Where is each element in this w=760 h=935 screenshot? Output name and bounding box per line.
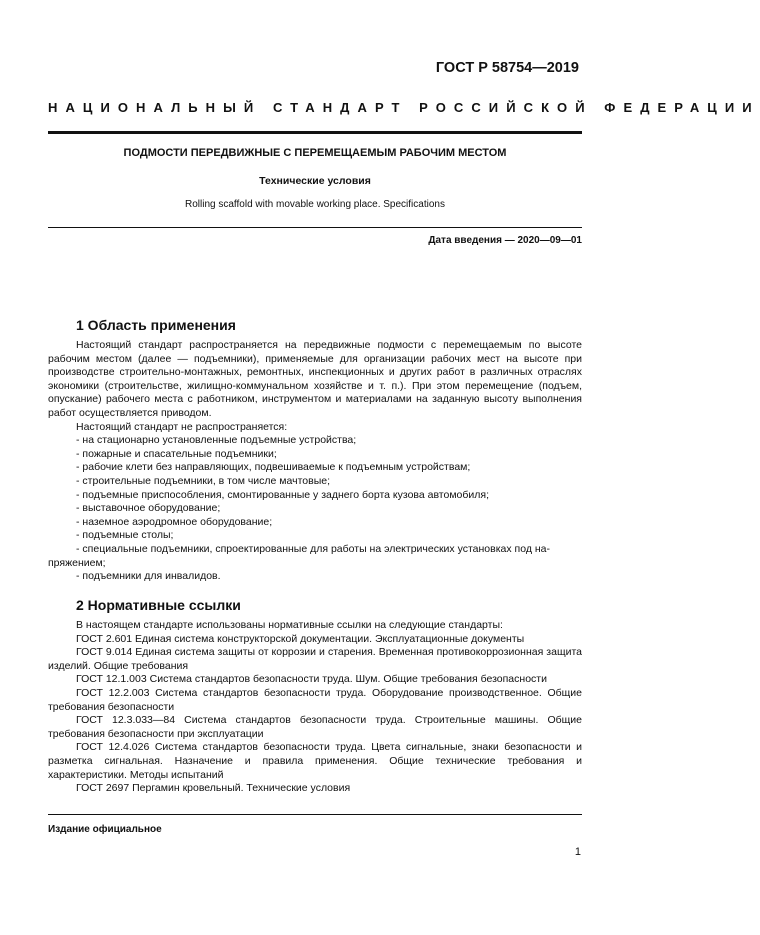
scope-paragraph: Настоящий стандарт распространяется на передвижные подмости с перемещаемым по высоте рабочим местом (далее — подъемники), применяемые для организации рабочих мест на высоте при производстве строительно-монтажных, ремонтных, инспекционных и других работ в различных отраслях экономики (строительстве, жилищно-коммунальном хозяйстве и т. п.). При этом перемещение (подъем, опускание) рабочего места с работником, инструментом и материалами на заданную высоту выполнения работ осуществляется приводом.: [48, 339, 582, 419]
header-divider: [48, 131, 582, 134]
reference-item: ГОСТ 12.2.003 Система стандартов безопасности труда. Оборудование производственное. Общие требования безопасности: [48, 686, 582, 713]
list-item: - специальные подъемники, спроектированные для работы на электрических установках под на-: [76, 542, 551, 555]
page-number: 1: [574, 846, 581, 858]
section-2-heading: 2 Нормативные ссылки: [76, 597, 241, 613]
reference-item: ГОСТ 12.4.026 Система стандартов безопасности труда. Цвета сигнальные, знаки безопасности и разметка сигнальная. Назначение и правила применения. Общие технические требования и характеристики. Методы испытаний: [48, 741, 582, 781]
scope-exclusions-intro: Настоящий стандарт не распространяется:: [76, 420, 288, 433]
reference-item: ГОСТ 9.014 Единая система защиты от коррозии и старения. Временная противокоррозионная защита изделий. Общие требования: [48, 646, 582, 672]
reference-item: ГОСТ 12.3.033—84 Система стандартов безопасности труда. Строительные машины. Общие требования безопасности при эксплуатации: [48, 714, 582, 740]
list-item: - строительные подъемники, в том числе мачтовые;: [76, 474, 331, 487]
english-title: Rolling scaffold with movable working place. Specifications: [185, 199, 445, 210]
list-item: - на стационарно установленные подъемные устройства;: [76, 434, 357, 447]
footer-divider: [48, 814, 582, 815]
section-1-body: [48, 339, 582, 584]
list-item-continuation: пряжением;: [48, 556, 106, 569]
list-item: - выставочное оборудование;: [76, 502, 221, 515]
list-item: - подъемные столы;: [76, 529, 174, 542]
document-subtitle: Технические условия: [259, 175, 371, 187]
reference-item: ГОСТ 12.1.003 Система стандартов безопасности труда. Шум. Общие требования безопасности: [76, 673, 547, 686]
reference-item: ГОСТ 2697 Пергамин кровельный. Технические условия: [76, 782, 351, 795]
document-title: ПОДМОСТИ ПЕРЕДВИЖНЫЕ С ПЕРЕМЕЩАЕМЫМ РАБОЧИМ МЕСТОМ: [123, 147, 507, 159]
standard-number: ГОСТ Р 58754—2019: [435, 60, 579, 76]
title-divider: [48, 227, 582, 228]
list-item: - пожарные и спасательные подъемники;: [76, 447, 277, 460]
edition-note: Издание официальное: [48, 824, 162, 835]
introduction-date: Дата введения — 2020—09—01: [428, 235, 582, 246]
references-intro: В настоящем стандарте использованы нормативные ссылки на следующие стандарты:: [76, 619, 503, 631]
list-item: - подъемники для инвалидов.: [76, 570, 221, 583]
list-item: - наземное аэродромное оборудование;: [76, 515, 273, 528]
section-1-heading: 1 Область применения: [76, 317, 236, 333]
list-item: - рабочие клети без направляющих, подвешиваемые к подъемным устройствам;: [76, 461, 471, 474]
list-item: - подъемные приспособления, смонтированные у заднего борта кузова автомобиля;: [76, 488, 490, 501]
reference-item: ГОСТ 2.601 Единая система конструкторской документации. Эксплуатационные документы: [76, 632, 525, 645]
national-standard-banner: НАЦИОНАЛЬНЫЙ СТАНДАРТ РОССИЙСКОЙ ФЕДЕРАЦИИ: [48, 100, 760, 115]
section-2-body: [48, 619, 582, 796]
